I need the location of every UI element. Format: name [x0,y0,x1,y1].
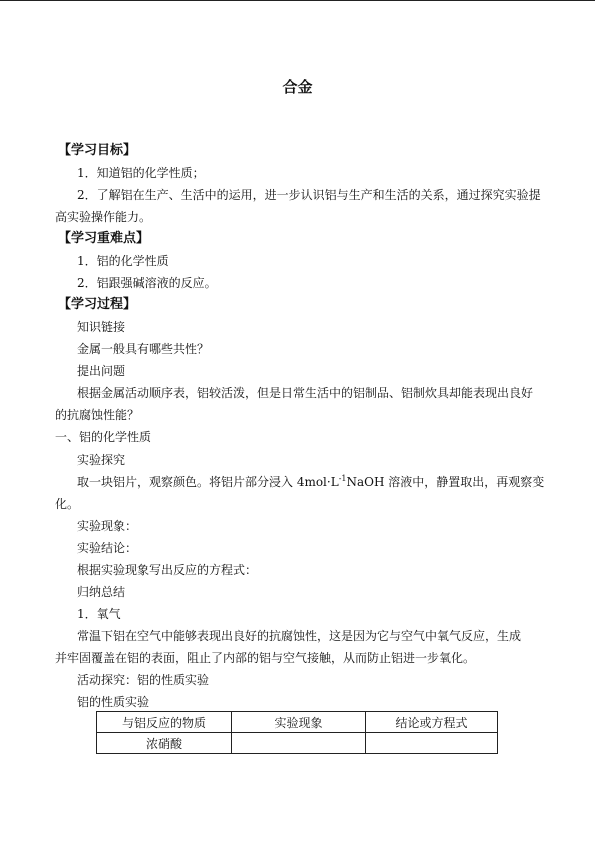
oxygen-heading: 1．氧气 [77,607,121,621]
table-header-row [97,712,498,733]
experiment-paragraph-line [77,474,544,490]
table-header-cell: 与铝反应的物质 [97,712,232,733]
key-point-item: 1．铝的化学性质 [77,254,169,268]
question-paragraph-line: 的抗腐蚀性能？ [55,408,140,422]
oxygen-paragraph-line: 常温下铝在空气中能够表现出良好的抗腐蚀性，这是因为它与空气中氧气反应，生成 [77,629,522,643]
experiment-text-part: NaOH 溶液中，静置取出，再观察变 [346,475,545,489]
summary-label: 归纳总结 [77,585,126,599]
question-paragraph-line: 根据金属活动顺序表，铝较活泼，但是日常生活中的铝制品、铝制炊具却能表现出良好 [77,386,534,400]
section-heading-key-points: 【学习重难点】 [58,231,150,246]
equation-label: 根据实验现象写出反应的方程式： [77,563,258,577]
conclusion-label: 实验结论： [77,541,138,555]
oxygen-paragraph-line: 并牢固覆盖在铝的表面，阻止了内部的铝与空气接触，从而防止铝进一步氧化。 [55,651,476,665]
goal-item: 1．知道铝的化学性质； [77,166,205,180]
table-cell: 浓硝酸 [97,733,232,754]
table-cell [366,733,498,754]
activity-label: 活动探究：铝的性质实验 [77,673,210,687]
table-row [97,733,498,754]
question-text: 金属一般具有哪些共性？ [77,342,210,356]
table-header-cell: 结论或方程式 [366,712,498,733]
page-top-border [0,0,595,1]
page-title: 合金 [282,78,313,96]
table-header-cell: 实验现象 [232,712,366,733]
table-cell [232,733,366,754]
key-point-item: 2．铝跟强碱溶液的反应。 [77,276,217,290]
experiment-text-part: 取一块铝片，观察颜色。将铝片部分浸入 4mol·L [77,475,339,489]
goal-item: 2．了解铝在生产、生活中的运用，进一步认识铝与生产和生活的关系，通过探究实验提 [77,188,541,202]
knowledge-link-label: 知识链接 [77,320,126,334]
section-heading-process: 【学习过程】 [58,297,137,312]
properties-table [96,711,498,754]
superscript-unit: -1 [338,474,347,483]
experiment-paragraph-line: 化。 [55,497,80,511]
section-1-heading: 一、铝的化学性质 [55,430,152,444]
raise-question-label: 提出问题 [77,364,126,378]
goal-item-continuation: 高实验操作能力。 [55,210,152,224]
section-heading-goals: 【学习目标】 [58,143,137,158]
table-caption: 铝的性质实验 [77,695,150,709]
phenomenon-label: 实验现象： [77,519,138,533]
experiment-explore-label: 实验探究 [77,453,126,467]
